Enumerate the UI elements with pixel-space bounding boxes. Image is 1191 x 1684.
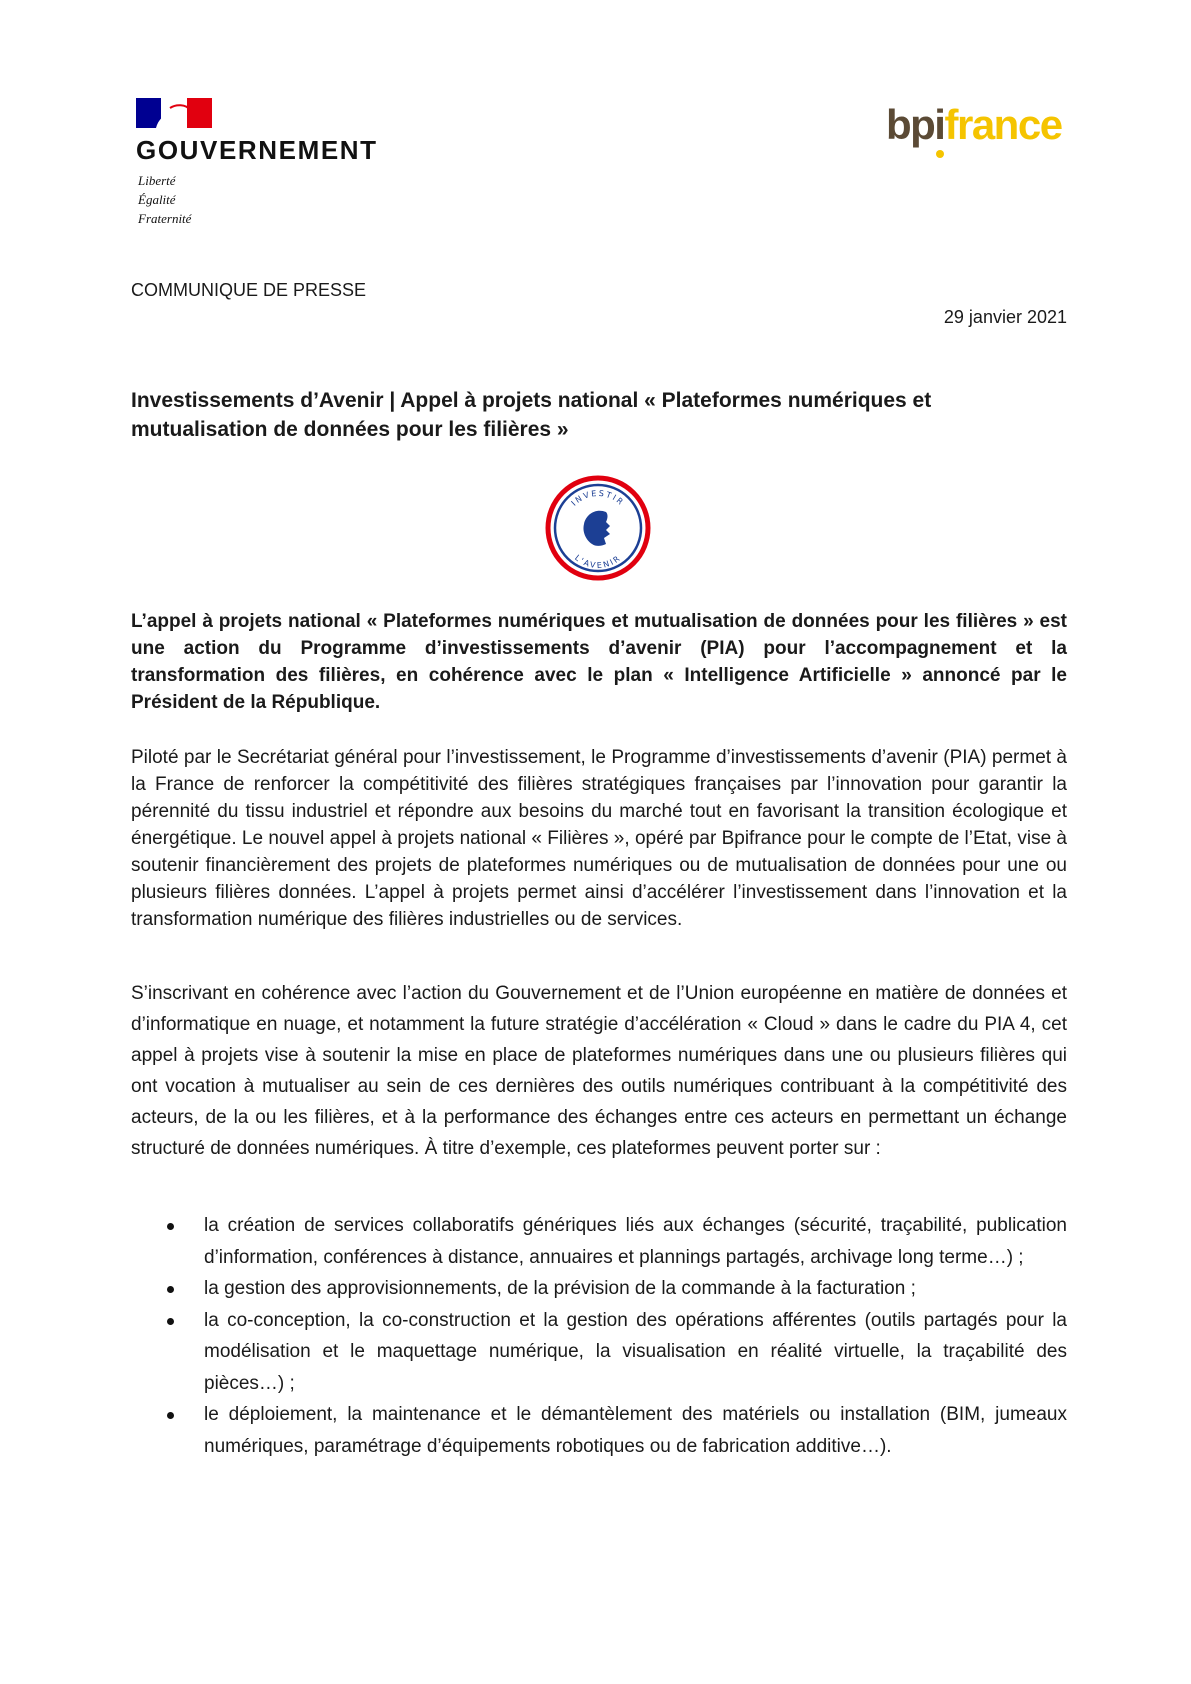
bullet-icon [167,1223,174,1230]
bullet-icon [167,1412,174,1419]
list-item [131,1273,1067,1305]
examples-list [131,1210,1067,1462]
press-release-label: COMMUNIQUE DE PRESSE [131,280,367,300]
list-item-text: la gestion des approvisionnements, de la prévision de la commande à la facturation ; [204,1278,916,1299]
pia-logo-top-text: INVESTIR [569,488,627,508]
list-item [131,1210,1067,1273]
release-date: 29 janvier 2021 [943,307,1067,327]
gov-motto-line: Liberté [138,173,176,188]
gov-motto [138,171,191,228]
bullet-icon [167,1286,174,1293]
document-title: Investissements d’Avenir | Appel à projets national « Plateformes numériques et mutualisation de données pour les filières » [131,389,932,441]
investir-avenir-logo [544,474,652,582]
pia-logo-bottom-text: L'AVENIR [573,553,623,571]
gov-motto-line: Fraternité [138,211,192,226]
body-paragraph-2: S’inscrivant en cohérence avec l’action du Gouvernement et de l’Union européenne en matière de données et d’informatique en nuage, et notamment la future stratégie d’accélération « Cloud » dans le cadre du PIA 4, cet appel à projets vise à soutenir la mise en place de plateformes numériques dans une ou plusieurs filières qui ont vocation à mutualiser au sein de ces dernières des outils numériques contribuant à la compétitivité des acteurs, de la ou les filières, et à la performance des échanges entre ces acteurs en permettant un échange structuré de données numériques. À titre d’exemple, ces plateformes peuvent porter sur : [131,983,1067,1159]
gov-motto-line: Égalité [138,192,176,207]
bullet-icon [167,1318,174,1325]
lead-paragraph: L’appel à projets national « Plateformes numériques et mutualisation de données pour les filières » est une action du Programme d’investissements d’avenir (PIA) pour l’accompagnement et la transformation des filières, en cohérence avec le plan « Intelligence Artificielle » annoncé par le Président de la République. [131,611,1067,713]
list-item-text: la co-conception, la co-construction et la gestion des opérations afférentes (outils partagés pour la modélisation et le maquettage numérique, la visualisation en réalité virtuelle, la traçabilité des pièces…) ; [204,1309,1067,1394]
bpifrance-logo-part1: bpi [886,101,945,148]
bpifrance-logo [886,101,1062,148]
body-paragraph-1: Piloté par le Secrétariat général pour l’investissement, le Programme d’investissements d’avenir (PIA) permet à la France de renforcer la compétitivité des filières stratégiques françaises par l’innovation pour garantir la pérennité du tissu industriel et répondre aux besoins du marché tout en favorisant la transition écologique et énergétique. Le nouvel appel à projets national « Filières », opéré par Bpifrance pour le compte de l’Etat, vise à soutenir financièrement des projets de plateformes numériques ou de mutualisation de données pour une ou plusieurs filières données. L’appel à projets permet ainsi d’accélérer l’investissement dans l’innovation et la transformation numérique des filières industrielles ou de services. [131,747,1067,930]
list-item [131,1305,1067,1400]
gov-marianne-logo [136,98,212,128]
gov-title: GOUVERNEMENT [136,135,378,165]
list-item-text: la création de services collaboratifs génériques liés aux échanges (sécurité, traçabilité, publication d’information, conférences à distance, annuaires et plannings partagés, archivage long terme…) ; [204,1215,1067,1268]
bpifrance-logo-dot [936,150,944,158]
list-item [131,1399,1067,1462]
list-item-text: le déploiement, la maintenance et le démantèlement des matériels ou installation (BIM, jumeaux numériques, paramétrage d’équipements robotiques ou de fabrication additive…). [204,1404,1067,1457]
bpifrance-logo-part2: france [944,101,1062,148]
